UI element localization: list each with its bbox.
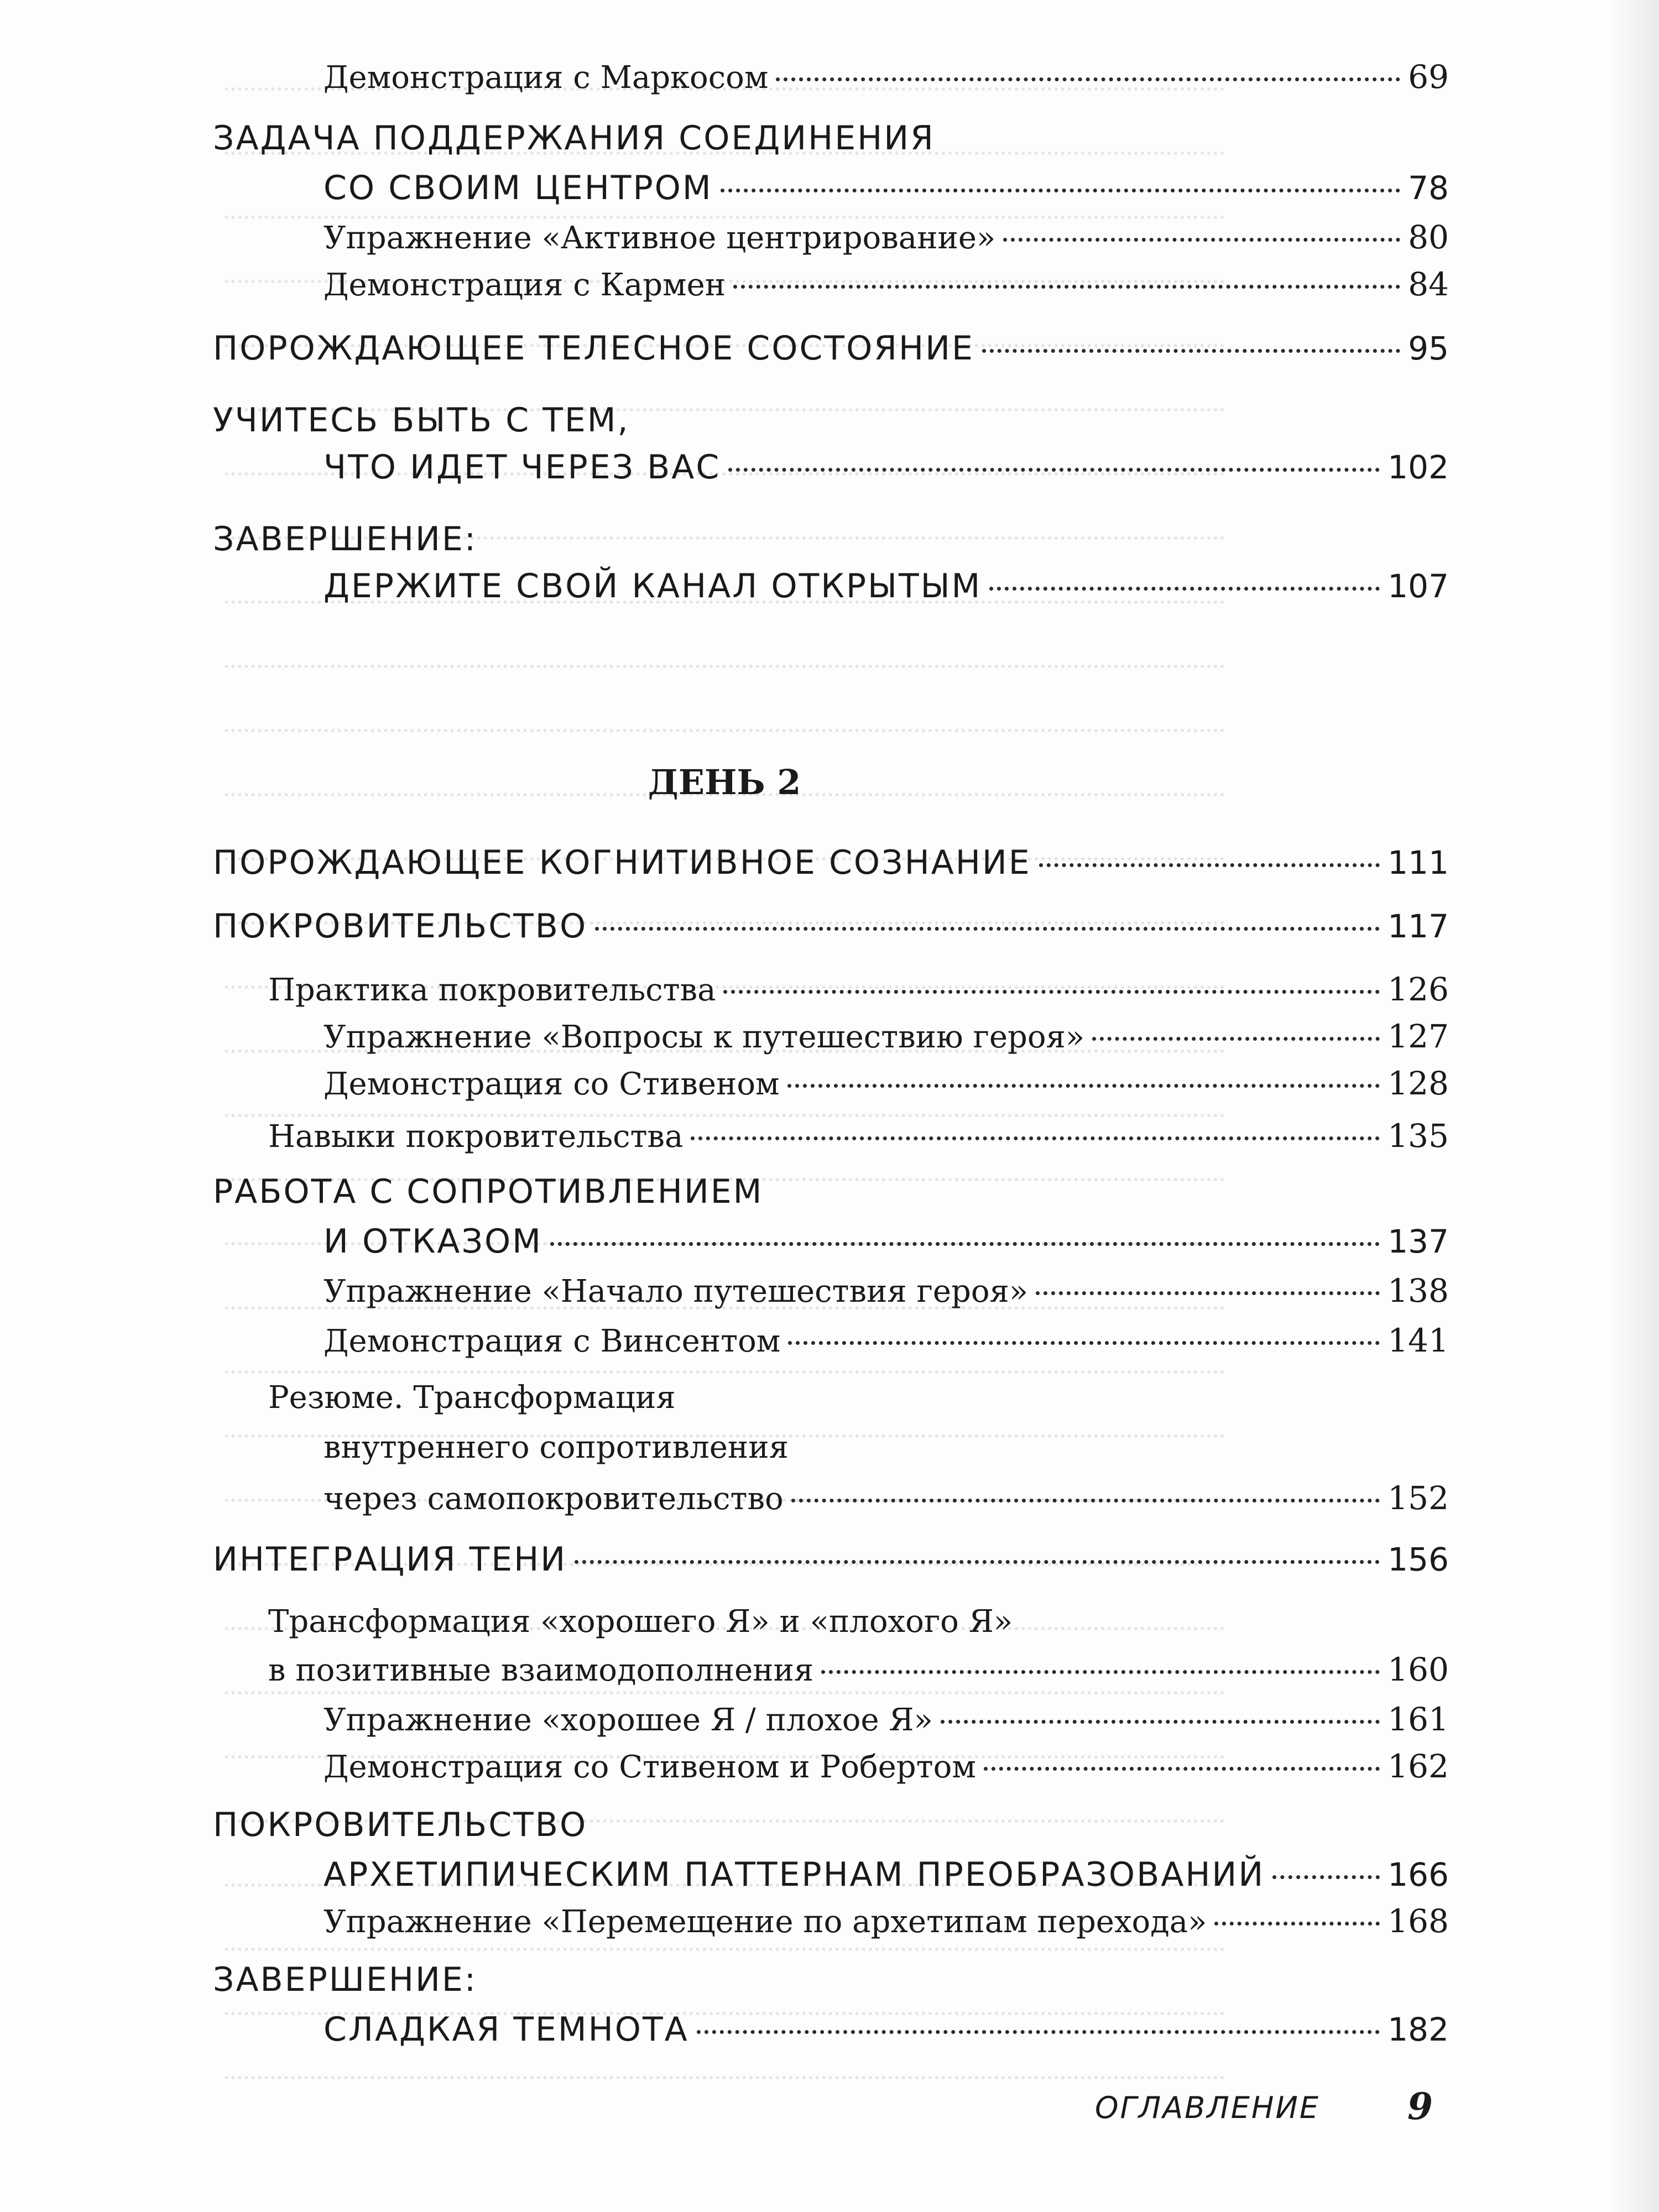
toc-section-title: ПОКРОВИТЕЛЬСТВО bbox=[213, 1806, 588, 1844]
toc-entry-title: ДЕРЖИТЕ СВОЙ КАНАЛ ОТКРЫТЫМ bbox=[324, 567, 982, 606]
dot-leader bbox=[1092, 1037, 1380, 1041]
day-heading: ДЕНЬ 2 bbox=[648, 762, 801, 802]
toc-entry bbox=[324, 1902, 1449, 1940]
toc-subsection-title: Резюме. Трансформация bbox=[268, 1380, 676, 1416]
toc-page-number: 166 bbox=[1387, 1856, 1449, 1893]
toc-page-number: 162 bbox=[1387, 1747, 1449, 1785]
dot-leader bbox=[1036, 1291, 1380, 1295]
toc-entry bbox=[213, 843, 1449, 882]
dot-leader bbox=[575, 1560, 1380, 1564]
toc-page-number: 182 bbox=[1387, 2011, 1449, 2048]
toc-page-number: 168 bbox=[1387, 1902, 1449, 1940]
toc-entry-title: СЛАДКАЯ ТЕМНОТА bbox=[324, 2010, 689, 2049]
toc-entry bbox=[324, 448, 1449, 487]
toc-entry-title: в позитивные взаимодополнения bbox=[268, 1652, 814, 1688]
dot-leader bbox=[776, 77, 1400, 81]
dot-leader bbox=[1272, 1875, 1380, 1879]
dot-leader bbox=[941, 1720, 1380, 1724]
toc-page-number: 137 bbox=[1387, 1223, 1449, 1260]
page-number: 9 bbox=[1407, 2085, 1433, 2128]
toc-entry-title: ПОКРОВИТЕЛЬСТВО bbox=[213, 907, 588, 946]
toc-entry bbox=[324, 1855, 1449, 1894]
toc-page-number: 102 bbox=[1387, 448, 1449, 486]
dot-leader bbox=[723, 990, 1380, 994]
toc-entry-title: Демонстрация со Стивеном и Робертом bbox=[324, 1749, 976, 1785]
toc-entry-title: Упражнение «Перемещение по архетипам перехода» bbox=[324, 1904, 1207, 1940]
toc-page-number: 69 bbox=[1408, 58, 1449, 96]
toc-page-number: 127 bbox=[1387, 1018, 1449, 1055]
toc-section-title: ЗАДАЧА ПОДДЕРЖАНИЯ СОЕДИНЕНИЯ bbox=[213, 119, 935, 158]
toc-entry-title: СО СВОИМ ЦЕНТРОМ bbox=[324, 169, 713, 207]
toc-entry-title: ИНТЕГРАЦИЯ ТЕНИ bbox=[213, 1540, 567, 1579]
toc-entry-title: И ОТКАЗОМ bbox=[324, 1222, 542, 1261]
dot-leader bbox=[821, 1670, 1380, 1674]
toc-entry-title: ПОРОЖДАЮЩЕЕ КОГНИТИВНОЕ СОЗНАНИЕ bbox=[213, 843, 1031, 882]
toc-entry bbox=[324, 567, 1449, 606]
toc-entry bbox=[324, 1700, 1449, 1738]
toc-section-title: РАБОТА С СОПРОТИВЛЕНИЕМ bbox=[213, 1172, 764, 1211]
toc-subsection-title: Трансформация «хорошего Я» и «плохого Я» bbox=[268, 1604, 1013, 1640]
toc-page-number: 141 bbox=[1387, 1322, 1449, 1359]
toc-entry bbox=[268, 1117, 1449, 1155]
toc-entry bbox=[324, 1222, 1449, 1261]
toc-entry bbox=[324, 1018, 1449, 1055]
dot-leader bbox=[1039, 863, 1380, 867]
toc-page-number: 160 bbox=[1387, 1651, 1449, 1688]
toc-entry bbox=[324, 1322, 1449, 1359]
toc-page-number: 80 bbox=[1408, 218, 1449, 256]
page-edge-shadow bbox=[1609, 0, 1659, 2212]
toc-page-number: 78 bbox=[1408, 169, 1449, 207]
toc-entry-title: Навыки покровительства bbox=[268, 1119, 684, 1155]
toc-entry bbox=[324, 1272, 1449, 1310]
dot-leader bbox=[691, 1136, 1380, 1140]
running-footer-title: ОГЛАВЛЕНИЕ bbox=[1095, 2090, 1321, 2125]
dot-leader bbox=[989, 587, 1380, 591]
toc-page-number: 128 bbox=[1387, 1065, 1449, 1102]
toc-entry bbox=[213, 329, 1449, 368]
toc-section-title: ЗАВЕРШЕНИЕ: bbox=[213, 1960, 477, 1999]
toc-entry bbox=[324, 1747, 1449, 1785]
toc-entry-title: ЧТО ИДЕТ ЧЕРЕЗ ВАС bbox=[324, 448, 721, 487]
toc-page-number: 152 bbox=[1387, 1479, 1449, 1517]
toc-entry-title: Демонстрация с Кармен bbox=[324, 267, 726, 303]
dot-leader bbox=[1214, 1922, 1380, 1926]
toc-page-number: 117 bbox=[1387, 907, 1449, 945]
dot-leader bbox=[721, 189, 1401, 192]
toc-entry-title: ПОРОЖДАЮЩЕЕ ТЕЛЕСНОЕ СОСТОЯНИЕ bbox=[213, 329, 974, 368]
toc-entry-title: Упражнение «Начало путешествия героя» bbox=[324, 1274, 1029, 1310]
toc-entry bbox=[213, 1540, 1449, 1579]
toc-entry bbox=[213, 907, 1449, 946]
dot-leader bbox=[728, 468, 1380, 472]
toc-subsection-title: внутреннего сопротивления bbox=[324, 1430, 789, 1465]
toc-entry bbox=[268, 1651, 1449, 1688]
toc-page-number: 126 bbox=[1387, 971, 1449, 1008]
toc-entry bbox=[324, 265, 1449, 303]
toc-section-title: УЧИТЕСЬ БЫТЬ С ТЕМ, bbox=[213, 401, 630, 440]
dot-leader bbox=[595, 927, 1380, 931]
dot-leader bbox=[1003, 238, 1400, 242]
toc-entry-title: Демонстрация со Стивеном bbox=[324, 1066, 780, 1102]
toc-entry-title: Упражнение «хорошее Я / плохое Я» bbox=[324, 1702, 933, 1738]
dot-leader bbox=[788, 1341, 1380, 1345]
toc-page-number: 138 bbox=[1387, 1272, 1449, 1310]
toc-entry-title: через самопокровительство bbox=[324, 1481, 784, 1517]
toc-page-number: 135 bbox=[1387, 1117, 1449, 1155]
dot-leader bbox=[982, 349, 1400, 353]
toc-entry bbox=[324, 58, 1449, 96]
toc-section-title: ЗАВЕРШЕНИЕ: bbox=[213, 520, 477, 559]
toc-entry-title: АРХЕТИПИЧЕСКИМ ПАТТЕРНАМ ПРЕОБРАЗОВАНИЙ bbox=[324, 1855, 1265, 1894]
toc-entry-title: Демонстрация с Маркосом bbox=[324, 60, 769, 96]
toc-entry-title: Практика покровительства bbox=[268, 972, 716, 1008]
toc-entry bbox=[268, 971, 1449, 1008]
toc-entry-title: Демонстрация с Винсентом bbox=[324, 1323, 781, 1359]
toc-entry bbox=[324, 169, 1449, 207]
dot-leader bbox=[697, 2030, 1380, 2034]
toc-entry bbox=[324, 218, 1449, 256]
toc-page-number: 161 bbox=[1387, 1700, 1449, 1738]
toc-entry bbox=[324, 1065, 1449, 1102]
toc-entry-title: Упражнение «Вопросы к путешествию героя» bbox=[324, 1019, 1085, 1055]
toc-page-number: 156 bbox=[1387, 1541, 1449, 1578]
toc-page-number: 111 bbox=[1387, 844, 1449, 881]
toc-entry bbox=[324, 1479, 1449, 1517]
toc-entry-title: Упражнение «Активное центрирование» bbox=[324, 220, 996, 256]
toc-page-number: 107 bbox=[1387, 567, 1449, 605]
toc-entry bbox=[324, 2010, 1449, 2049]
dot-leader bbox=[733, 285, 1400, 289]
dot-leader bbox=[550, 1242, 1380, 1246]
dot-leader bbox=[787, 1084, 1380, 1088]
toc-page-number: 95 bbox=[1408, 330, 1449, 367]
dot-leader bbox=[984, 1767, 1380, 1771]
toc-page-number: 84 bbox=[1408, 265, 1449, 303]
dot-leader bbox=[791, 1499, 1380, 1503]
